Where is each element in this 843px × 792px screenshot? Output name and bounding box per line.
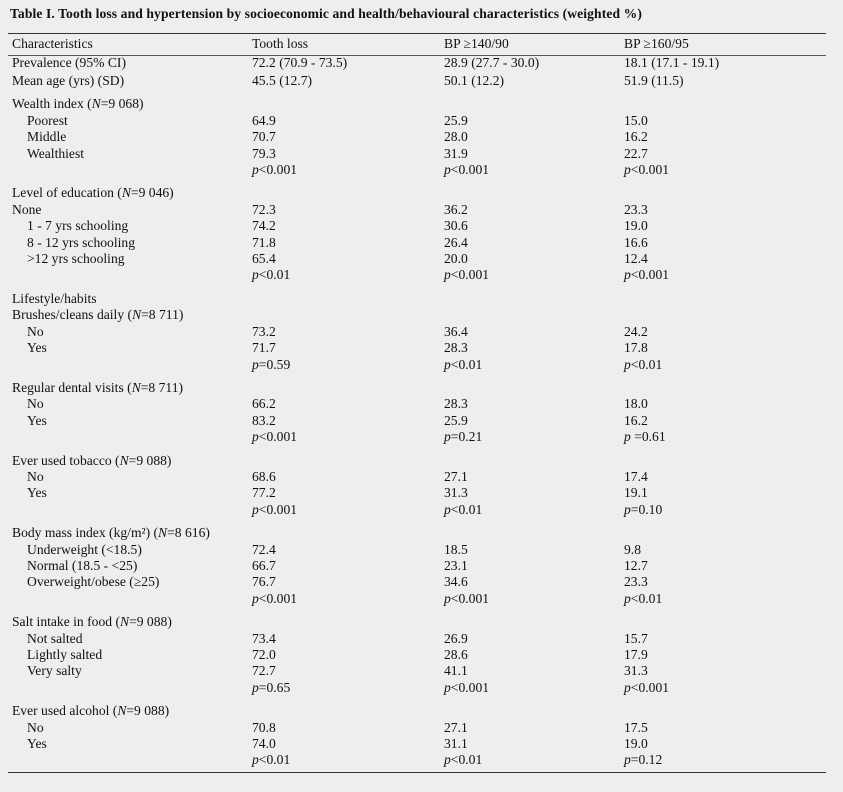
cell: 23.3 xyxy=(624,574,648,590)
section-title-row xyxy=(8,703,826,719)
p-value-row xyxy=(8,591,826,607)
header-cell: BP ≥140/90 xyxy=(444,36,509,52)
row-label: Lightly salted xyxy=(27,647,103,662)
p-value-row xyxy=(8,502,826,518)
bottom-rule xyxy=(8,772,826,773)
p-value-row xyxy=(8,162,826,178)
table-row xyxy=(8,113,826,129)
row-label: No xyxy=(27,719,44,735)
cell: 23.1 xyxy=(444,557,468,573)
table-row xyxy=(8,218,826,234)
cell: 22.7 xyxy=(624,145,648,161)
p-value: p<0.001 xyxy=(252,162,298,178)
row-label: Very salty xyxy=(27,663,82,679)
cell: 30.6 xyxy=(444,218,468,234)
cell: 71.7 xyxy=(252,340,276,356)
p-value: p<0.01 xyxy=(444,356,483,372)
section-title: Level of education (N=9 046) xyxy=(12,185,174,201)
row-label: Middle xyxy=(27,129,67,145)
row-label: Yes xyxy=(27,736,47,752)
row-label: No xyxy=(27,323,44,339)
cell: 28.3 xyxy=(444,340,468,356)
row-label: Yes xyxy=(27,340,47,356)
section-title-row xyxy=(8,614,826,630)
p-value: p =0.61 xyxy=(624,429,666,445)
header-row xyxy=(8,35,826,54)
p-value: p<0.01 xyxy=(444,752,483,768)
table-row xyxy=(8,251,826,267)
row-label: Overweight/obese (≥25) xyxy=(27,574,160,590)
cell: 17.4 xyxy=(624,468,648,484)
section-title-row xyxy=(8,96,826,112)
p-value: p=0.21 xyxy=(444,429,483,445)
cell: 17.8 xyxy=(624,340,648,356)
cell: 28.6 xyxy=(444,647,468,662)
cell: 50.1 (12.2) xyxy=(444,73,505,88)
table-row xyxy=(8,663,826,679)
table-row xyxy=(8,736,826,752)
row-label: Wealthiest xyxy=(27,145,85,161)
table-row xyxy=(8,235,826,251)
p-value: p<0.001 xyxy=(252,501,298,517)
p-value: p=0.10 xyxy=(624,501,663,517)
p-value: p<0.001 xyxy=(444,267,490,283)
cell: 25.9 xyxy=(444,412,468,428)
cell: 72.3 xyxy=(252,201,276,217)
table-row xyxy=(8,129,826,145)
cell: 70.7 xyxy=(252,129,276,145)
p-value: p<0.001 xyxy=(444,162,490,178)
table-row xyxy=(8,202,826,218)
table-row xyxy=(8,396,826,412)
section-title-row xyxy=(8,185,826,201)
section-title: Lifestyle/habits xyxy=(12,290,97,306)
table-row xyxy=(8,558,826,574)
p-value: p<0.01 xyxy=(624,590,663,606)
cell: 27.1 xyxy=(444,719,468,735)
row-label: Normal (18.5 - <25) xyxy=(27,557,138,573)
cell: 19.0 xyxy=(624,218,648,234)
p-value: p<0.001 xyxy=(252,590,298,606)
cell: 12.4 xyxy=(624,251,648,267)
cell: 28.0 xyxy=(444,129,468,145)
cell: 41.1 xyxy=(444,663,468,679)
section-title: Wealth index (N=9 068) xyxy=(12,96,144,112)
p-value-row xyxy=(8,680,826,696)
cell: 74.2 xyxy=(252,218,276,234)
p-value: p<0.01 xyxy=(444,501,483,517)
cell: 24.2 xyxy=(624,323,648,339)
table-row xyxy=(8,324,826,340)
row-label: 8 - 12 yrs schooling xyxy=(27,234,135,250)
p-value: p<0.001 xyxy=(624,162,670,178)
row-label: No xyxy=(27,396,44,412)
p-value: p=0.12 xyxy=(624,752,663,768)
section-title: Brushes/cleans daily (N=8 711) xyxy=(12,307,184,323)
p-value: p<0.001 xyxy=(624,679,670,695)
cell: 68.6 xyxy=(252,468,276,484)
cell: 71.8 xyxy=(252,234,276,250)
cell: 18.1 (17.1 - 19.1) xyxy=(624,55,720,71)
mean-age-row xyxy=(8,73,826,89)
cell: 51.9 (11.5) xyxy=(624,73,684,88)
p-value: p<0.01 xyxy=(252,267,291,283)
table-row xyxy=(8,340,826,356)
cell: 26.9 xyxy=(444,630,468,646)
cell: 64.9 xyxy=(252,112,276,128)
cell: 31.3 xyxy=(444,485,468,501)
table-row xyxy=(8,720,826,736)
p-value-row xyxy=(8,357,826,373)
header-cell: BP ≥160/95 xyxy=(624,36,689,52)
p-value: p<0.001 xyxy=(444,590,490,606)
cell: 20.0 xyxy=(444,251,468,267)
table-row xyxy=(8,413,826,429)
row-label: Not salted xyxy=(27,630,83,646)
cell: 65.4 xyxy=(252,251,276,267)
row-label: None xyxy=(12,201,42,217)
section-title: Ever used tobacco (N=9 088) xyxy=(12,452,172,468)
table-row xyxy=(8,485,826,501)
section-title-row xyxy=(8,291,826,307)
cell: 36.4 xyxy=(444,323,468,339)
p-value: p<0.01 xyxy=(252,752,291,768)
cell: 31.9 xyxy=(444,145,468,161)
cell: 45.5 (12.7) xyxy=(252,73,313,88)
p-value: p=0.65 xyxy=(252,679,291,695)
table-row xyxy=(8,574,826,590)
cell: 79.3 xyxy=(252,145,276,161)
table-caption: Table I. Tooth loss and hypertension by socioeconomic and health/behavioural characteristics (weighted %) xyxy=(10,6,642,21)
data-table xyxy=(8,35,826,769)
cell: 73.4 xyxy=(252,630,276,646)
table-row xyxy=(8,469,826,485)
top-rule xyxy=(8,33,826,34)
section-title-row xyxy=(8,453,826,469)
section-title-row xyxy=(8,380,826,396)
cell: 17.9 xyxy=(624,647,648,662)
section-title-row xyxy=(8,307,826,323)
cell: 66.2 xyxy=(252,396,276,412)
cell: 77.2 xyxy=(252,485,276,501)
p-value: p=0.59 xyxy=(252,356,291,372)
p-value-row xyxy=(8,429,826,445)
header-cell: Tooth loss xyxy=(252,36,309,52)
cell: 83.2 xyxy=(252,412,276,428)
row-label: Prevalence (95% CI) xyxy=(12,55,126,71)
cell: 72.4 xyxy=(252,541,276,557)
p-value: p<0.001 xyxy=(624,267,670,283)
row-label: >12 yrs schooling xyxy=(27,251,125,267)
prevalence-row xyxy=(8,54,826,73)
cell: 76.7 xyxy=(252,574,276,590)
p-value: p<0.001 xyxy=(252,429,298,445)
p-value-row xyxy=(8,752,826,768)
section-title: Regular dental visits (N=8 711) xyxy=(12,379,184,395)
section-title-row xyxy=(8,525,826,541)
table-row xyxy=(8,542,826,558)
cell: 18.0 xyxy=(624,396,648,412)
cell: 16.6 xyxy=(624,234,648,250)
section-title: Salt intake in food (N=9 088) xyxy=(12,614,172,630)
cell: 17.5 xyxy=(624,719,648,735)
cell: 66.7 xyxy=(252,557,276,573)
cell: 34.6 xyxy=(444,574,468,590)
cell: 72.7 xyxy=(252,663,276,679)
header-cell: Characteristics xyxy=(12,36,93,52)
cell: 27.1 xyxy=(444,468,468,484)
p-value-row xyxy=(8,267,826,283)
section-title: Ever used alcohol (N=9 088) xyxy=(12,703,170,719)
cell: 28.3 xyxy=(444,396,468,412)
table-row xyxy=(8,647,826,663)
row-label: No xyxy=(27,468,44,484)
cell: 74.0 xyxy=(252,736,276,752)
row-label: Mean age (yrs) (SD) xyxy=(12,73,125,88)
cell: 16.2 xyxy=(624,412,648,428)
row-label: Yes xyxy=(27,485,47,501)
row-label: Poorest xyxy=(27,112,68,128)
cell: 15.0 xyxy=(624,112,648,128)
row-label: 1 - 7 yrs schooling xyxy=(27,218,129,234)
cell: 18.5 xyxy=(444,541,468,557)
cell: 72.0 xyxy=(252,647,276,662)
cell: 31.1 xyxy=(444,736,468,752)
row-label: Underweight (<18.5) xyxy=(27,541,142,557)
cell: 19.1 xyxy=(624,485,648,501)
table-row xyxy=(8,146,826,162)
p-value: p<0.01 xyxy=(624,356,663,372)
cell: 23.3 xyxy=(624,201,648,217)
cell: 70.8 xyxy=(252,719,276,735)
cell: 28.9 (27.7 - 30.0) xyxy=(444,55,540,71)
cell: 26.4 xyxy=(444,234,468,250)
cell: 12.7 xyxy=(624,557,648,573)
cell: 25.9 xyxy=(444,112,468,128)
cell: 73.2 xyxy=(252,323,276,339)
cell: 15.7 xyxy=(624,630,648,646)
table-row xyxy=(8,631,826,647)
cell: 72.2 (70.9 - 73.5) xyxy=(252,55,348,71)
cell: 16.2 xyxy=(624,129,648,145)
cell: 36.2 xyxy=(444,201,468,217)
section-title: Body mass index (kg/m²) (N=8 616) xyxy=(12,525,210,541)
cell: 19.0 xyxy=(624,736,648,752)
cell: 9.8 xyxy=(624,541,641,557)
cell: 31.3 xyxy=(624,663,648,679)
row-label: Yes xyxy=(27,412,47,428)
p-value: p<0.001 xyxy=(444,679,490,695)
